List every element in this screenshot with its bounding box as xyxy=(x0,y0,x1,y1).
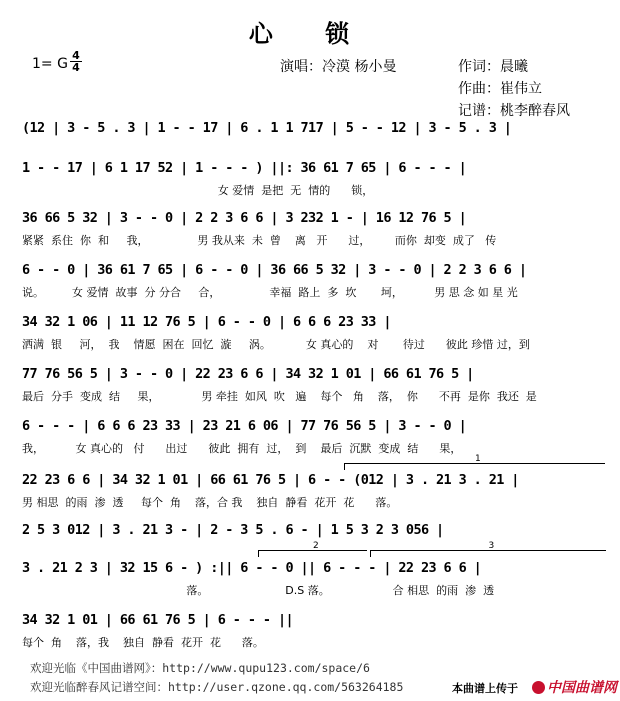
score-line-10 xyxy=(22,560,612,600)
notes-line-9: 2 5 3 012 | 3 . 21 3 - | 2 - 3 5 . 6 - | 1 5 3 2 3 056 | xyxy=(22,522,444,538)
composer-credit: 作曲：崔伟立 xyxy=(458,81,542,97)
lyrics-line-10: 落。 D.S 落。 合 相思 的雨 渗 透 xyxy=(22,584,495,597)
notes-line-6: 77 76 56 5 | 3 - - 0 | 22 23 6 6 | 34 32 1 01 | 66 61 76 5 | xyxy=(22,366,474,382)
lyrics-line-6: 最后 分手 变成 结 果， 男 牵挂 如风 吹 遍 每个 角 落， 你 不再 是你 我还 是 xyxy=(22,390,537,403)
song-title: 心 锁 xyxy=(248,19,372,48)
score-line-1 xyxy=(22,120,612,160)
footer-link-qzone[interactable]: 欢迎光临醉春风记谱空间：http://user.qzone.qq.com/563264185 xyxy=(30,680,404,694)
lyricist-credit: 作词：晨曦 xyxy=(458,59,528,75)
lyrics-line-8: 男 相思 的雨 渗 透 每个 角 落，合 我 独自 静看 花开 花 落。 xyxy=(22,496,398,509)
volta-first-ending xyxy=(344,454,605,470)
lyrics-line-7: 我， 女 真心的 付 出过 彼此 拥有 过， 到 最后 沉默 变成 结 果， xyxy=(22,442,462,455)
footer-link-qupu[interactable]: 欢迎光临《中国曲谱网》：http://www.qupu123.com/space/6 xyxy=(30,661,370,675)
lyrics-line-3: 紧紧 系住 你 和 我， 男 我从来 未 曾 离 开 过， 而你 却变 成了 传 xyxy=(22,234,497,247)
notes-line-5: 34 32 1 06 | 11 12 76 5 | 6 - - 0 | 6 6 6 23 33 | xyxy=(22,314,391,330)
score-line-3 xyxy=(22,210,612,250)
transcriber-credit: 记谱：桃李醉春风 xyxy=(458,103,570,119)
time-signature xyxy=(70,50,82,73)
volta-third-ending xyxy=(370,541,606,557)
score-line-6 xyxy=(22,366,612,406)
key-signature: 1= G xyxy=(32,56,68,72)
notes-line-2: 1 - - 17 | 6 1 17 52 | 1 - - - ) ||: 36 61 7 65 | 6 - - - | xyxy=(22,160,467,176)
uploaded-label: 本曲谱上传于 xyxy=(452,682,518,695)
lyrics-line-2: 女 爱情 是把 无 情的 锁， xyxy=(22,184,374,197)
volta-second-label: 2 xyxy=(313,541,319,551)
singer-credit: 演唱：冷漠 杨小曼 xyxy=(280,59,397,75)
score-line-7 xyxy=(22,418,612,458)
volta-first-label: 1 xyxy=(475,454,481,464)
score-line-5 xyxy=(22,314,612,354)
score-line-2 xyxy=(22,160,612,200)
lyrics-line-11: 每个 角 落，我 独自 静看 花开 花 落。 xyxy=(22,636,264,649)
volta-third-label: 3 xyxy=(488,541,495,551)
volta-second-ending xyxy=(258,541,367,557)
notes-line-3: 36 66 5 32 | 3 - - 0 | 2 2 3 6 6 | 3 232 1 - | 16 12 76 5 | xyxy=(22,210,467,226)
score-line-8 xyxy=(22,472,612,512)
lyrics-line-4: 说。 女 爱情 故事 分 分合 合， 幸福 路上 多 坎 坷， 男 思 念 如 星 光 xyxy=(22,286,518,299)
site-logo[interactable] xyxy=(532,677,617,697)
score-line-11 xyxy=(22,612,612,652)
notes-line-8: 22 23 6 6 | 34 32 1 01 | 66 61 76 5 | 6 - - (012 | 3 . 21 3 . 21 | xyxy=(22,472,519,488)
logo-mark-icon xyxy=(532,681,545,694)
notes-line-11: 34 32 1 01 | 66 61 76 5 | 6 - - - || xyxy=(22,612,293,628)
time-signature-top: 4 xyxy=(72,49,80,62)
notes-line-7: 6 - - - | 6 6 6 23 33 | 23 21 6 06 | 77 76 56 5 | 3 - - 0 | xyxy=(22,418,467,434)
score-line-4 xyxy=(22,262,612,302)
notes-line-4: 6 - - 0 | 36 61 7 65 | 6 - - 0 | 36 66 5 32 | 3 - - 0 | 2 2 3 6 6 | xyxy=(22,262,527,278)
notes-line-1: (12 | 3 - 5 . 3 | 1 - - 17 | 6 . 1 1 717 | 5 - - 12 | 3 - 5 . 3 | xyxy=(22,120,512,136)
logo-text: 中国曲谱网 xyxy=(547,680,617,696)
time-signature-bottom: 4 xyxy=(70,61,82,73)
lyrics-line-5: 洒满 银 河， 我 情愿 困在 回忆 漩 涡。 女 真心的 对 待过 彼此 珍惜 过，到 xyxy=(22,338,530,351)
notes-line-10: 3 . 21 2 3 | 32 15 6 - ) :|| 6 - - 0 || 6 - - - | 22 23 6 6 | xyxy=(22,560,482,576)
